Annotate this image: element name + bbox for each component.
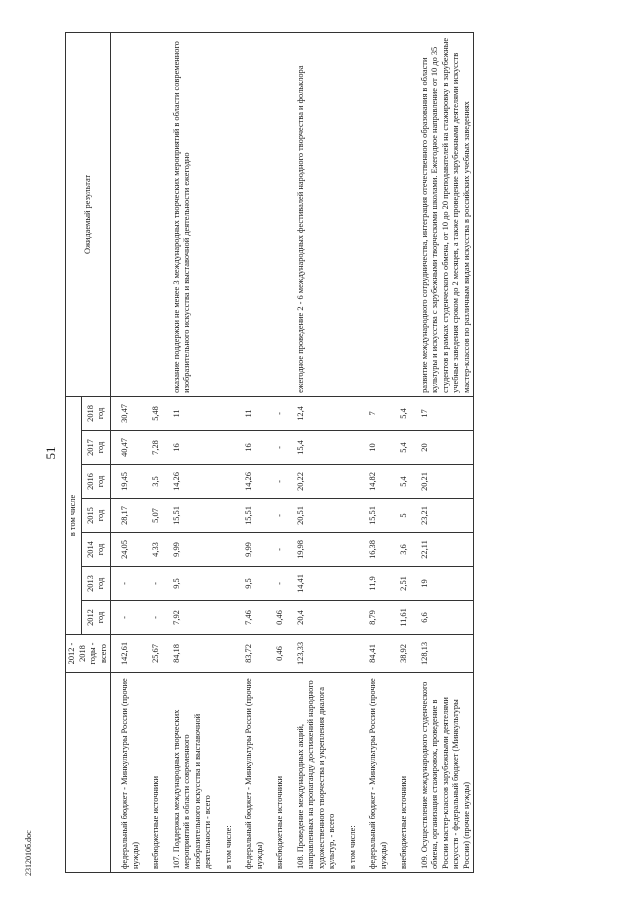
cell-2016: 5,4	[398, 465, 411, 499]
program-table	[65, 32, 474, 873]
cell-2012: -	[150, 601, 163, 635]
cell-2014: 22,11	[419, 533, 474, 567]
cell-result	[274, 32, 287, 396]
spacer-row	[215, 32, 223, 872]
cell-2016: 20,22	[295, 465, 339, 499]
cell-2012	[223, 601, 236, 635]
cell-result	[347, 32, 360, 396]
cell-2014: -	[274, 533, 287, 567]
cell-2018: 5,4	[398, 396, 411, 430]
spacer-row	[111, 32, 120, 872]
cell-2017: 40,47	[119, 431, 142, 465]
cell-2016: 14,26	[171, 465, 215, 499]
cell-2015	[347, 499, 360, 533]
cell-total: 83,72	[243, 635, 266, 673]
spacer-row	[390, 32, 398, 872]
cell-2012	[347, 601, 360, 635]
cell-2017: 20	[419, 431, 474, 465]
table-row	[223, 32, 236, 872]
cell-2017	[347, 431, 360, 465]
cell-2014	[223, 533, 236, 567]
header-year-2012: 2012 год	[82, 601, 111, 635]
cell-2012: 11,61	[398, 601, 411, 635]
cell-2013: -	[150, 567, 163, 601]
cell-2013: 11,9	[367, 567, 390, 601]
cell-2018: 5,48	[150, 396, 163, 430]
cell-2018: 11	[171, 396, 215, 430]
spacer-row	[235, 32, 243, 872]
cell-2015: 15,51	[367, 499, 390, 533]
cell-total: 38,92	[398, 635, 411, 673]
cell-2018	[347, 396, 360, 430]
cell-2014: 4,33	[150, 533, 163, 567]
header-year-2018: 2018 год	[82, 396, 111, 430]
cell-total: 0,46	[274, 635, 287, 673]
rotated-page-content	[65, 33, 575, 873]
cell-2012: 20,4	[295, 601, 339, 635]
cell-result: оказание поддержки не менее 3 международных творческих мероприятий в области современного изобразительного искусства и выставочной деятельности ежегодно	[171, 32, 215, 396]
table-row	[150, 32, 163, 872]
cell-total: 142,61	[119, 635, 142, 673]
cell-2017	[223, 431, 236, 465]
document-code: 2312010б.doc	[24, 830, 33, 876]
cell-result	[398, 32, 411, 396]
cell-2015: 20,51	[295, 499, 339, 533]
header-year-2013: 2013 год	[82, 567, 111, 601]
table-row	[243, 32, 266, 872]
header-blank	[66, 673, 111, 873]
row-name: внебюджетные источники	[150, 673, 163, 873]
cell-2013: 14,41	[295, 567, 339, 601]
cell-2016	[347, 465, 360, 499]
cell-2015	[223, 499, 236, 533]
table-row	[398, 32, 411, 872]
cell-2018: 30,47	[119, 396, 142, 430]
cell-2012: 8,79	[367, 601, 390, 635]
cell-total: 123,33	[295, 635, 339, 673]
header-year-2016: 2016 год	[82, 465, 111, 499]
cell-2016: 19,45	[119, 465, 142, 499]
cell-result	[150, 32, 163, 396]
cell-2015: 15,51	[171, 499, 215, 533]
cell-2016: 14,26	[243, 465, 266, 499]
cell-2012: 7,92	[171, 601, 215, 635]
cell-2017: 7,28	[150, 431, 163, 465]
spacer-row	[287, 32, 295, 872]
row-name: 107. Поддержка международных творческих мероприятий в области современного изобразительного искусства и выставочной деятельности - всего	[171, 673, 215, 873]
cell-2012: -	[119, 601, 142, 635]
cell-2013: -	[274, 567, 287, 601]
row-name: 109. Осуществление международного студенческого обмена, организация стажировок, проведение в России мастер-классов зарубежными деятелями искусств - федеральный бюджет (Минкультуры России) (прочие нужды)	[419, 673, 474, 873]
cell-2016: -	[274, 465, 287, 499]
cell-total: 84,41	[367, 635, 390, 673]
table-row	[119, 32, 142, 872]
cell-2018	[223, 396, 236, 430]
cell-2014: 9,99	[243, 533, 266, 567]
spacer-row	[411, 32, 419, 872]
cell-result: развитие международного сотрудничества, интеграция отечественного образования в области культуры и искусства с зарубежными творческими школами. Ежегодное направление от 10 до 35 студентов в рамках студенческого обмена, от 10 до 20 преподавателей на стажировку в зарубежные учебные заведения сроком до 2 месяцев, а также проведение зарубежными деятелями искусств мастер-классов по различным видам искусства в российских учебных заведениях	[419, 32, 474, 396]
cell-result	[223, 32, 236, 396]
cell-2014: 24,05	[119, 533, 142, 567]
header-year-2014: 2014 год	[82, 533, 111, 567]
cell-2013: 9,5	[171, 567, 215, 601]
cell-result	[367, 32, 390, 396]
table-row	[347, 32, 360, 872]
cell-2014: 9,99	[171, 533, 215, 567]
cell-2012: 7,46	[243, 601, 266, 635]
row-name: внебюджетные источники	[274, 673, 287, 873]
table-body	[111, 32, 474, 872]
cell-2016: 20,21	[419, 465, 474, 499]
cell-2018: 11	[243, 396, 266, 430]
cell-2015: 5	[398, 499, 411, 533]
row-name: федеральный бюджет - Минкультуры России (прочие нужды)	[367, 673, 390, 873]
cell-2017: 5,4	[398, 431, 411, 465]
cell-2013: 9,5	[243, 567, 266, 601]
row-name: федеральный бюджет - Минкультуры России (прочие нужды)	[243, 673, 266, 873]
cell-2014: 16,38	[367, 533, 390, 567]
row-name: федеральный бюджет - Минкультуры России (прочие нужды)	[119, 673, 142, 873]
cell-result	[119, 32, 142, 396]
cell-total: 25,67	[150, 635, 163, 673]
spacer-row	[359, 32, 367, 872]
cell-2015: 23,21	[419, 499, 474, 533]
cell-total	[223, 635, 236, 673]
cell-2017: 10	[367, 431, 390, 465]
cell-2015: 28,17	[119, 499, 142, 533]
cell-total: 84,18	[171, 635, 215, 673]
table-row	[295, 32, 339, 872]
cell-total	[347, 635, 360, 673]
spacer-row	[266, 32, 274, 872]
header-year-2015: 2015 год	[82, 499, 111, 533]
row-name: в том числе:	[347, 673, 360, 873]
cell-result: ежегодное проведение 2 - 6 международных фестивалей народного творчества и фольклора	[295, 32, 339, 396]
cell-2017: 15,4	[295, 431, 339, 465]
header-total: 2012 - 2018 годы - всего	[66, 635, 111, 673]
header-year-2017: 2017 год	[82, 431, 111, 465]
cell-2015: 15,51	[243, 499, 266, 533]
table-header	[66, 32, 111, 872]
cell-2013	[223, 567, 236, 601]
cell-2017: 16	[171, 431, 215, 465]
table-row	[171, 32, 215, 872]
cell-2013: 2,51	[398, 567, 411, 601]
row-name: внебюджетные источники	[398, 673, 411, 873]
cell-2013	[347, 567, 360, 601]
spacer-row	[339, 32, 347, 872]
spacer-row	[163, 32, 171, 872]
cell-2018: 7	[367, 396, 390, 430]
cell-2013: -	[119, 567, 142, 601]
cell-2015: -	[274, 499, 287, 533]
cell-total: 128,13	[419, 635, 474, 673]
cell-2014: 3,6	[398, 533, 411, 567]
cell-2015: 5,07	[150, 499, 163, 533]
row-name: 108. Проведение международных акций, направленных на пропаганду достижений народного художественного творчества и укрепления диалога культур, - всего	[295, 673, 339, 873]
row-name: в том числе:	[223, 673, 236, 873]
cell-2013: 19	[419, 567, 474, 601]
cell-2012: 6,6	[419, 601, 474, 635]
header-in-total: в том числе	[66, 396, 82, 634]
cell-2018: 17	[419, 396, 474, 430]
cell-2016: 3,5	[150, 465, 163, 499]
header-expected-result: Ожидаемый результат	[66, 32, 111, 396]
table-row	[274, 32, 287, 872]
cell-result	[243, 32, 266, 396]
cell-2018: -	[274, 396, 287, 430]
cell-2018: 12,4	[295, 396, 339, 430]
page-number: 51	[43, 446, 58, 460]
cell-2017: 16	[243, 431, 266, 465]
cell-2012: 0,46	[274, 601, 287, 635]
cell-2014	[347, 533, 360, 567]
cell-2017: -	[274, 431, 287, 465]
cell-2014: 19,98	[295, 533, 339, 567]
table-row	[367, 32, 390, 872]
table-row	[419, 32, 474, 872]
spacer-row	[142, 32, 150, 872]
cell-2016: 14,82	[367, 465, 390, 499]
cell-2016	[223, 465, 236, 499]
